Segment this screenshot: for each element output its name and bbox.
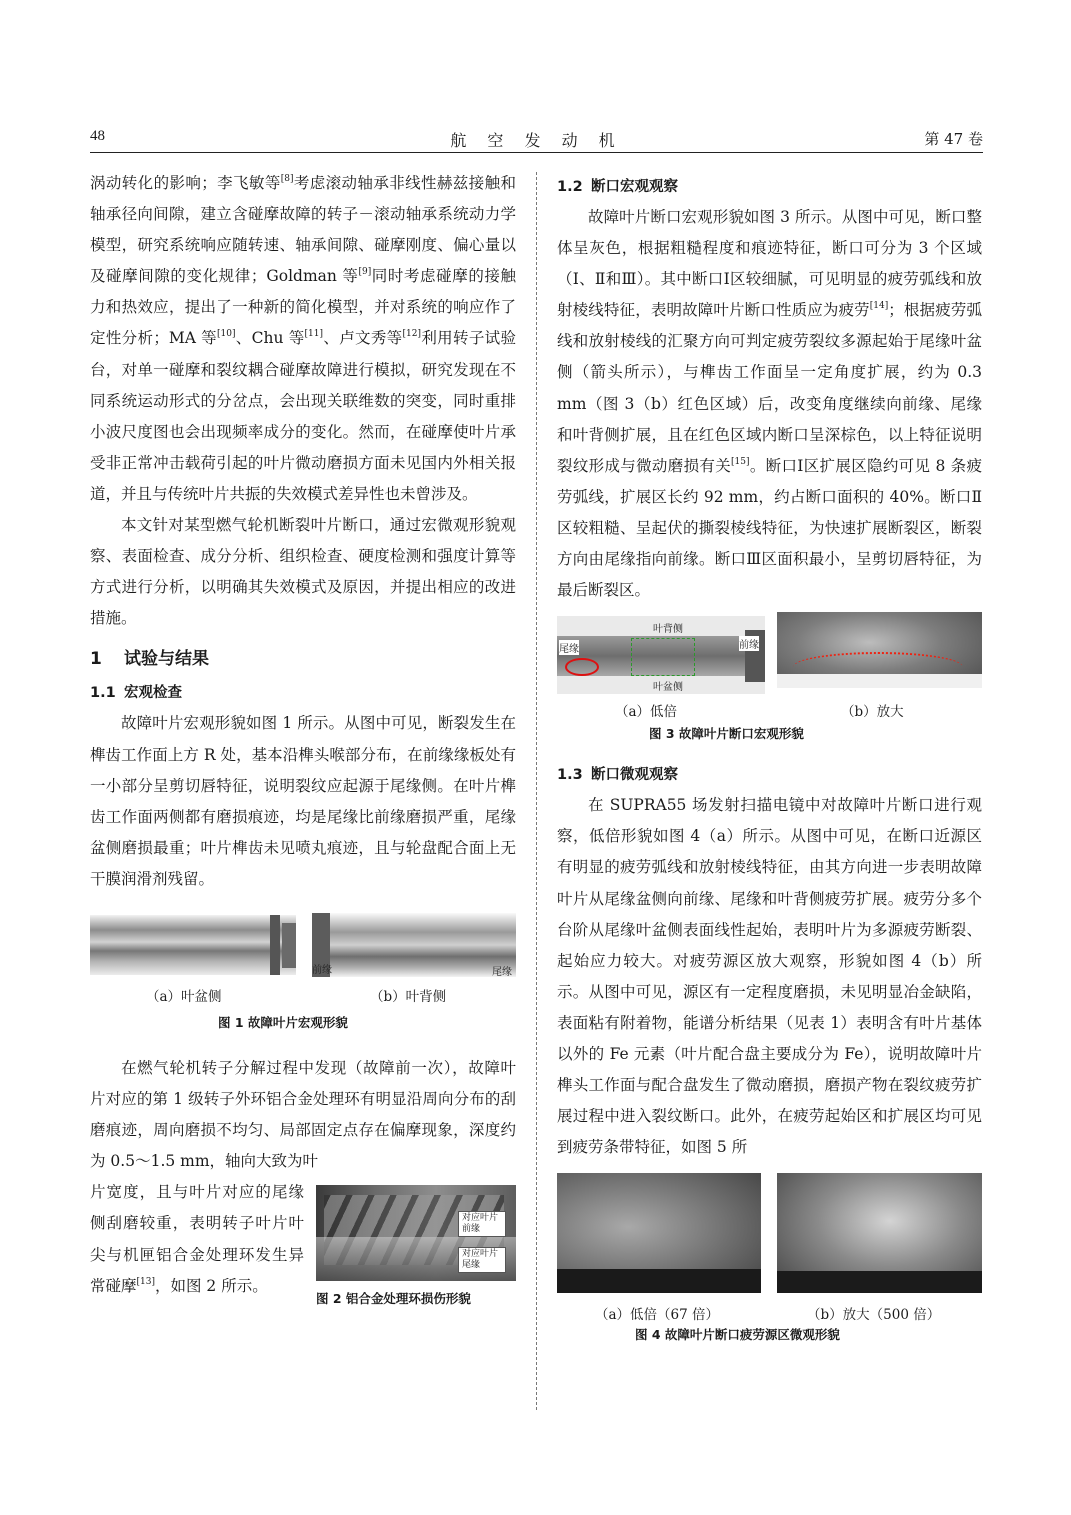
page-header <box>90 126 983 152</box>
citation: [10] <box>216 329 236 340</box>
section-heading-1: 1 试验与结果 <box>90 649 209 670</box>
figure-3-caption: 图 3 故障叶片断口宏观形貌 <box>649 726 804 742</box>
figure-4-caption: 图 4 故障叶片断口疲劳源区微观形貌 <box>635 1327 840 1343</box>
citation: [12] <box>402 329 421 340</box>
figure-4a-caption: （a）低倍（67 倍） <box>595 1307 720 1324</box>
paragraph-fracture-micro: 在 SUPRA55 场发射扫描电镜中对故障叶片断口进行观察，低倍形貌如图 4（a）所示。从图中可见，在断口近源区有明显的疲劳弧线和放射棱线特征，由其方向进一步表明故障叶片从尾缘盆侧向前缘、尾缘和叶背侧疲劳扩展。疲劳分多个台阶从尾缘叶盆侧表面线性起始，表明叶片为多源疲劳断裂、起始应力较大。对疲劳源区放大观察，形貌如图 4（b）所示。从图中可见，源区有一定程度磨损，未见明显冶金缺陷，表面粘有附着物，能谱分析结果（见表 1）表明含有叶片基体以外的 Fe 元素（叶片配合盘主要成分为 Fe），说明故障叶片榫头工作面与配合盘发生了微动磨损，磨损产物在裂纹疲劳扩展过程中进入裂纹断口。此外，在疲劳起始区和扩展区均可见到疲劳条带特征，如图 5 所 <box>557 796 982 1157</box>
tail-edge-label: 尾缘 <box>492 966 512 978</box>
volume-label: 第 47 卷 <box>924 130 983 148</box>
sem-low-mag-photo <box>557 1173 761 1293</box>
subsection-heading-1-3: 1.3 断口微观观察 <box>557 767 678 784</box>
figure-1a-caption: （a）叶盆侧 <box>146 988 222 1005</box>
paragraph-macro-inspection: 故障叶片宏观形貌如图 1 所示。从图中可见，断裂发生在榫齿工作面上方 R 处，基本沿榫头喉部分布，在前缘缘板处有一小部分呈剪切唇特征，说明裂纹应起源于尾缘侧。在叶片榫齿工作面两侧都有磨损痕迹，均是尾缘比前缘磨损严重，尾缘盆侧磨损最重；叶片榫齿未见喷丸痕迹，且与轮盘配合面上无干膜润滑剂残留。 <box>90 714 516 888</box>
paragraph-purpose: 本文针对某型燃气轮机断裂叶片断口，通过宏微观形貌观察、表面检查、成分分析、组织检查、硬度检测和强度计算等方式进行分析，以明确其失效模式及原因，并提出相应的改进措施。 <box>90 516 516 628</box>
paragraph-intro-continued: 涡动转化的影响；李飞敏等[8]考虑滚动轴承非线性赫兹接触和轴承径向间隙，建立含碰摩故障的转子－滚动轴承系统动力学模型，研究系统响应随转速、轴承间隙、碰摩刚度、偏心量以及碰摩间隙的变化规律；Goldman 等[9]同时考虑碰摩的接触力和热效应，提出了一种新的简化模型，并对系统的响应作了定性分析；MA 等[10]、Chu 等[11]、卢文秀等[12]利用转子试验台，对单一碰摩和裂纹耦合碰摩故障进行模拟，研究发现在不同系统运动形式的分岔点，会出现关联维数的突变，同时重排小波尺度图也会出现频率成分的变化。然而，在碰摩使叶片承受非正常冲击载荷引起的叶片微动磨损方面未见国内外相关报道，并且与传统叶片共振的失效模式差异性也未曾涉及。 <box>90 174 516 503</box>
subsection-heading-1-1: 1.1 宏观检查 <box>90 685 182 702</box>
figure-3a-caption: （a）低倍 <box>615 704 678 721</box>
column-divider <box>536 172 537 1410</box>
blade-back-side-photo <box>312 913 516 977</box>
left-column <box>90 168 516 1317</box>
figure-4-caption-row <box>557 1323 982 1343</box>
paragraph-fracture-macro: 故障叶片断口宏观形貌如图 3 所示。从图中可见，断口整体呈灰色，根据粗糙程度和痕迹特征，断口可分为 3 个区域（Ⅰ、Ⅱ和Ⅲ）。其中断口Ⅰ区较细腻，可见明显的疲劳弧线和放射棱线特征，表明故障叶片断口性质应为疲劳[14]；根据疲劳弧线和放射棱线的汇聚方向可判定疲劳裂纹多源起始于尾缘叶盆侧（箭头所示），与榫齿工作面呈一定角度扩展，约为 0.3 mm（图 3（b）红色区域）后，改变角度继续向前缘、尾缘和叶背侧扩展，且在红色区域内断口呈深棕色，以上特征说明裂纹形成与微动磨损有关[15]。断口Ⅰ区扩展区隐约可见 8 条疲劳弧线，扩展区长约 92 mm，约占断口面积的 40%。断口Ⅱ区较粗糙、呈起伏的撕裂棱线特征，为快速扩展断裂区，断裂方向由尾缘指向前缘。断口Ⅲ区面积最小，呈剪切唇特征，为最后断裂区。 <box>557 208 982 600</box>
figure-1 <box>90 913 516 1053</box>
tail-edge-callout: 对应叶片尾缘 <box>458 1247 506 1273</box>
right-column <box>557 168 982 1343</box>
figure-1b-caption: （b）叶背侧 <box>370 988 447 1005</box>
figure-4b-caption: （b）放大（500 倍） <box>807 1307 941 1324</box>
header-rule <box>90 152 983 153</box>
fracture-enlarged-photo <box>777 612 982 688</box>
citation: [15] <box>731 456 750 467</box>
citation: [14] <box>869 301 889 312</box>
fracture-low-mag-photo <box>557 616 765 694</box>
citation: [13] <box>136 1276 155 1287</box>
figure-2-wrap <box>90 1177 516 1317</box>
figure-3 <box>557 612 982 744</box>
page-number: 48 <box>90 128 105 144</box>
aluminum-ring-damage-photo <box>316 1185 516 1281</box>
tail-label: 尾缘 <box>559 640 579 655</box>
citation: [9] <box>358 267 372 278</box>
front-label: 前缘 <box>739 636 759 651</box>
figure-2-caption: 图 2 铝合金处理环损伤形貌 <box>316 1291 471 1307</box>
subsection-heading-1-2: 1.2 断口宏观观察 <box>557 179 678 195</box>
citation: [11] <box>304 329 324 340</box>
front-edge-callout: 对应叶片前缘 <box>458 1211 506 1237</box>
paragraph-rotor-rub: 在燃气轮机转子分解过程中发现（故障前一次），故障叶片对应的第 1 级转子外环铝合金处理环有明显沿周向分布的刮磨痕迹，周向磨损不均匀、局部固定点存在偏摩现象，深度约为 0.5～1.5 mm，轴向大致为叶 <box>90 1058 516 1171</box>
back-side-label: 叶背侧 <box>653 624 683 636</box>
figure-4 <box>557 1173 982 1323</box>
front-edge-label: 前缘 <box>312 964 332 976</box>
paragraph-rub-conclusion: 片宽度，且与叶片对应的尾缘侧刮磨较重，表明转子叶片叶尖与机匣铝合金处理环发生异常碰摩[13]，如图 2 所示。 <box>90 1183 304 1295</box>
figure-3b-caption: （b）放大 <box>841 704 904 721</box>
blade-basin-side-photo <box>90 915 296 975</box>
basin-side-label: 叶盆侧 <box>653 682 683 694</box>
citation: [8] <box>280 174 294 184</box>
sem-enlarged-photo <box>777 1173 982 1293</box>
figure-1-caption: 图 1 故障叶片宏观形貌 <box>218 1014 348 1030</box>
journal-title: 航 空 发 动 机 <box>450 131 623 150</box>
